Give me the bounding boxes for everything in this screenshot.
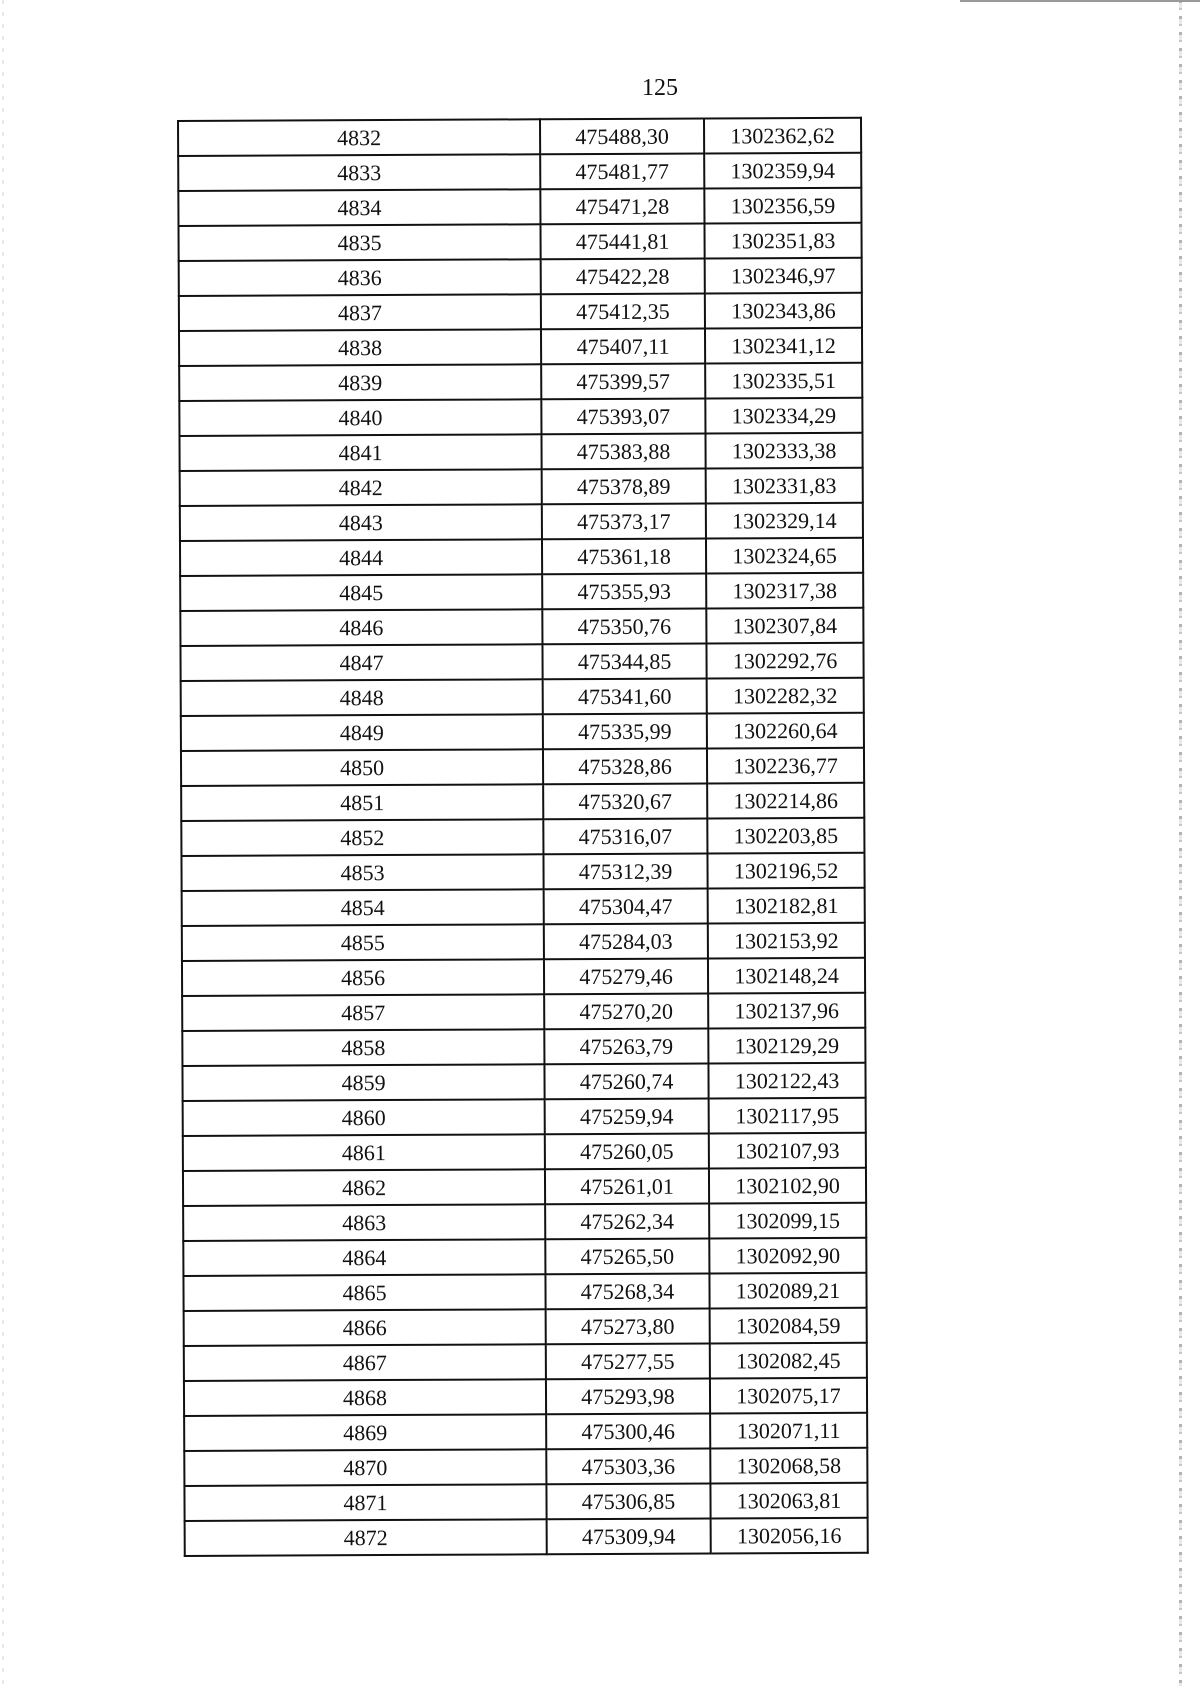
y-coordinate-cell: 1302084,59 — [710, 1308, 867, 1344]
x-coordinate-cell: 475373,17 — [542, 504, 706, 540]
x-coordinate-cell: 475259,94 — [545, 1099, 709, 1135]
point-number-cell: 4850 — [181, 749, 543, 786]
point-number-cell: 4858 — [182, 1029, 544, 1066]
y-coordinate-cell: 1302129,29 — [708, 1028, 865, 1064]
y-coordinate-cell: 1302324,65 — [706, 538, 863, 574]
x-coordinate-cell: 475312,39 — [543, 854, 707, 890]
x-coordinate-cell: 475393,07 — [541, 399, 705, 435]
y-coordinate-cell: 1302137,96 — [708, 993, 865, 1029]
point-number-cell: 4838 — [179, 329, 541, 366]
y-coordinate-cell: 1302329,14 — [706, 503, 863, 539]
x-coordinate-cell: 475284,03 — [544, 924, 708, 960]
table-row — [184, 1413, 867, 1451]
table-row — [179, 363, 862, 401]
coordinates-table-body — [178, 118, 868, 1556]
point-number-cell: 4862 — [183, 1169, 545, 1206]
y-coordinate-cell: 1302148,24 — [708, 958, 865, 994]
y-coordinate-cell: 1302351,83 — [704, 223, 861, 259]
table-row — [181, 853, 864, 891]
table-row — [179, 433, 862, 471]
x-coordinate-cell: 475268,34 — [545, 1274, 709, 1310]
y-coordinate-cell: 1302346,97 — [705, 258, 862, 294]
x-coordinate-cell: 475412,35 — [541, 294, 705, 330]
table-row — [180, 538, 863, 576]
x-coordinate-cell: 475306,85 — [546, 1484, 710, 1520]
table-row — [179, 293, 862, 331]
table-row — [182, 958, 865, 996]
x-coordinate-cell: 475355,93 — [542, 574, 706, 610]
y-coordinate-cell: 1302153,92 — [708, 923, 865, 959]
y-coordinate-cell: 1302092,90 — [709, 1238, 866, 1274]
table-row — [185, 1518, 868, 1556]
table-row — [183, 1203, 866, 1241]
x-coordinate-cell: 475303,36 — [546, 1449, 710, 1485]
table-row — [179, 258, 862, 296]
point-number-cell: 4846 — [180, 609, 542, 646]
y-coordinate-cell: 1302122,43 — [708, 1063, 865, 1099]
y-coordinate-cell: 1302082,45 — [710, 1343, 867, 1379]
x-coordinate-cell: 475279,46 — [544, 959, 708, 995]
point-number-cell: 4867 — [184, 1344, 546, 1381]
y-coordinate-cell: 1302292,76 — [706, 643, 863, 679]
x-coordinate-cell: 475407,11 — [541, 329, 705, 365]
x-coordinate-cell: 475300,46 — [546, 1414, 710, 1450]
point-number-cell: 4865 — [183, 1274, 545, 1311]
x-coordinate-cell: 475344,85 — [542, 644, 706, 680]
y-coordinate-cell: 1302282,32 — [707, 678, 864, 714]
table-row — [180, 468, 863, 506]
x-coordinate-cell: 475270,20 — [544, 994, 708, 1030]
x-coordinate-cell: 475341,60 — [543, 679, 707, 715]
table-row — [181, 748, 864, 786]
point-number-cell: 4844 — [180, 539, 542, 576]
point-number-cell: 4851 — [181, 784, 543, 821]
y-coordinate-cell: 1302343,86 — [705, 293, 862, 329]
table-row — [179, 328, 862, 366]
table-row — [184, 1483, 867, 1521]
point-number-cell: 4864 — [183, 1239, 545, 1276]
point-number-cell: 4868 — [184, 1379, 546, 1416]
y-coordinate-cell: 1302071,11 — [710, 1413, 867, 1449]
table-row — [183, 1238, 866, 1276]
x-coordinate-cell: 475273,80 — [546, 1309, 710, 1345]
x-coordinate-cell: 475422,28 — [541, 259, 705, 295]
point-number-cell: 4860 — [183, 1099, 545, 1136]
table-row — [184, 1308, 867, 1346]
y-coordinate-cell: 1302107,93 — [709, 1133, 866, 1169]
point-number-cell: 4849 — [181, 714, 543, 751]
point-number-cell: 4856 — [182, 959, 544, 996]
y-coordinate-cell: 1302075,17 — [710, 1378, 867, 1414]
x-coordinate-cell: 475277,55 — [546, 1344, 710, 1380]
y-coordinate-cell: 1302099,15 — [709, 1203, 866, 1239]
table-row — [184, 1448, 867, 1486]
table-row — [184, 1343, 867, 1381]
table-row — [183, 1273, 866, 1311]
table-row — [180, 573, 863, 611]
y-coordinate-cell: 1302102,90 — [709, 1168, 866, 1204]
y-coordinate-cell: 1302056,16 — [711, 1518, 868, 1554]
point-number-cell: 4863 — [183, 1204, 545, 1241]
table-row — [183, 1168, 866, 1206]
point-number-cell: 4869 — [184, 1414, 546, 1451]
point-number-cell: 4847 — [180, 644, 542, 681]
y-coordinate-cell: 1302331,83 — [706, 468, 863, 504]
x-coordinate-cell: 475441,81 — [540, 224, 704, 260]
y-coordinate-cell: 1302068,58 — [710, 1448, 867, 1484]
point-number-cell: 4871 — [184, 1484, 546, 1521]
y-coordinate-cell: 1302214,86 — [707, 783, 864, 819]
point-number-cell: 4839 — [179, 364, 541, 401]
x-coordinate-cell: 475260,74 — [544, 1064, 708, 1100]
point-number-cell: 4843 — [180, 504, 542, 541]
table-row — [182, 888, 865, 926]
x-coordinate-cell: 475488,30 — [540, 119, 704, 155]
table-row — [184, 1378, 867, 1416]
point-number-cell: 4833 — [178, 154, 540, 191]
table-row — [182, 1063, 865, 1101]
y-coordinate-cell: 1302236,77 — [707, 748, 864, 784]
point-number-cell: 4836 — [179, 259, 541, 296]
x-coordinate-cell: 475263,79 — [544, 1029, 708, 1065]
y-coordinate-cell: 1302334,29 — [705, 398, 862, 434]
x-coordinate-cell: 475378,89 — [542, 469, 706, 505]
x-coordinate-cell: 475260,05 — [545, 1134, 709, 1170]
table-row — [182, 1028, 865, 1066]
x-coordinate-cell: 475399,57 — [541, 364, 705, 400]
point-number-cell: 4841 — [179, 434, 541, 471]
x-coordinate-cell: 475481,77 — [540, 154, 704, 190]
point-number-cell: 4866 — [184, 1309, 546, 1346]
point-number-cell: 4859 — [182, 1064, 544, 1101]
coordinates-table — [177, 117, 869, 1557]
point-number-cell: 4861 — [183, 1134, 545, 1171]
table-row — [182, 923, 865, 961]
x-coordinate-cell: 475361,18 — [542, 539, 706, 575]
x-coordinate-cell: 475316,07 — [543, 819, 707, 855]
table-row — [178, 118, 861, 156]
y-coordinate-cell: 1302359,94 — [704, 153, 861, 189]
x-coordinate-cell: 475320,67 — [543, 784, 707, 820]
point-number-cell: 4870 — [184, 1449, 546, 1486]
x-coordinate-cell: 475350,76 — [542, 609, 706, 645]
y-coordinate-cell: 1302260,64 — [707, 713, 864, 749]
x-coordinate-cell: 475335,99 — [543, 714, 707, 750]
scan-edge-right — [1179, 0, 1182, 1686]
y-coordinate-cell: 1302196,52 — [707, 853, 864, 889]
point-number-cell: 4852 — [181, 819, 543, 856]
x-coordinate-cell: 475261,01 — [545, 1169, 709, 1205]
table-row — [182, 993, 865, 1031]
y-coordinate-cell: 1302089,21 — [709, 1273, 866, 1309]
x-coordinate-cell: 475471,28 — [540, 189, 704, 225]
y-coordinate-cell: 1302317,38 — [706, 573, 863, 609]
y-coordinate-cell: 1302341,12 — [705, 328, 862, 364]
table-row — [181, 678, 864, 716]
point-number-cell: 4842 — [180, 469, 542, 506]
y-coordinate-cell: 1302117,95 — [709, 1098, 866, 1134]
y-coordinate-cell: 1302362,62 — [704, 118, 861, 154]
table-row — [183, 1098, 866, 1136]
point-number-cell: 4837 — [179, 294, 541, 331]
x-coordinate-cell: 475309,94 — [547, 1519, 711, 1555]
page-number: 125 — [642, 75, 678, 101]
point-number-cell: 4845 — [180, 574, 542, 611]
y-coordinate-cell: 1302307,84 — [706, 608, 863, 644]
table-row — [180, 643, 863, 681]
table-row — [179, 398, 862, 436]
point-number-cell: 4854 — [182, 889, 544, 926]
table-row — [181, 713, 864, 751]
x-coordinate-cell: 475293,98 — [546, 1379, 710, 1415]
x-coordinate-cell: 475383,88 — [541, 434, 705, 470]
point-number-cell: 4857 — [182, 994, 544, 1031]
table-row — [180, 503, 863, 541]
point-number-cell: 4832 — [178, 119, 540, 156]
y-coordinate-cell: 1302063,81 — [710, 1483, 867, 1519]
x-coordinate-cell: 475328,86 — [543, 749, 707, 785]
y-coordinate-cell: 1302182,81 — [708, 888, 865, 924]
table-row — [178, 223, 861, 261]
x-coordinate-cell: 475304,47 — [544, 889, 708, 925]
x-coordinate-cell: 475262,34 — [545, 1204, 709, 1240]
point-number-cell: 4834 — [178, 189, 540, 226]
table-row — [178, 188, 861, 226]
table-row — [178, 153, 861, 191]
y-coordinate-cell: 1302333,38 — [705, 433, 862, 469]
y-coordinate-cell: 1302335,51 — [705, 363, 862, 399]
point-number-cell: 4848 — [181, 679, 543, 716]
table-row — [183, 1133, 866, 1171]
point-number-cell: 4853 — [181, 854, 543, 891]
scan-edge-left — [2, 0, 4, 1686]
scan-edge-top — [960, 0, 1200, 2]
point-number-cell: 4835 — [178, 224, 540, 261]
y-coordinate-cell: 1302203,85 — [707, 818, 864, 854]
point-number-cell: 4872 — [185, 1519, 547, 1556]
table-row — [181, 783, 864, 821]
x-coordinate-cell: 475265,50 — [545, 1239, 709, 1275]
y-coordinate-cell: 1302356,59 — [704, 188, 861, 224]
table-row — [180, 608, 863, 646]
point-number-cell: 4840 — [179, 399, 541, 436]
point-number-cell: 4855 — [182, 924, 544, 961]
table-row — [181, 818, 864, 856]
